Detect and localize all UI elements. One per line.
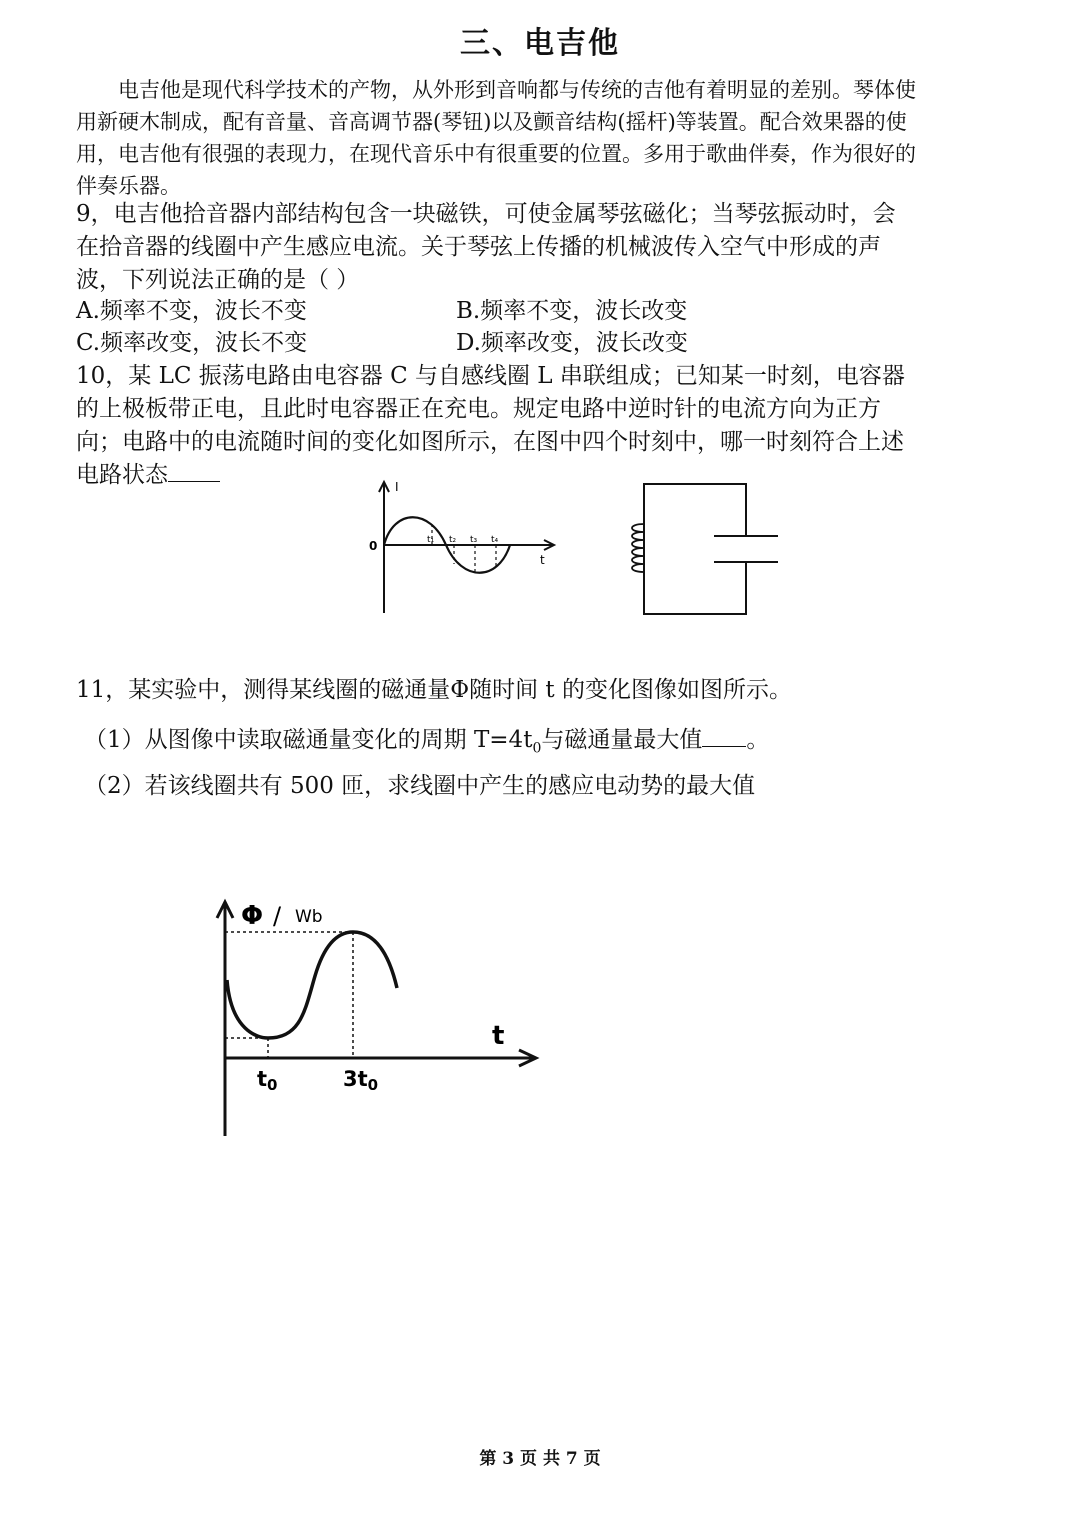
question-11-part-1 [84,724,769,766]
flux-time-graph [205,892,550,1140]
current-time-graph [360,478,570,618]
3t0-label: 3t0 [343,1067,379,1094]
flux-curve [227,932,397,1038]
option-b: B.频率不变，波长改变 [456,298,688,324]
t1-label: t₁ [427,535,435,545]
part-1-end: 。 [746,727,770,753]
question-9-text: 9，电吉他拾音器内部结构包含一块磁铁，可使金属琴弦磁化；当琴弦振动时，会在拾音器的线圈中产生感应电流。关于琴弦上传播的机械波传入空气中形成的声波，下列说法正确的是（ ） [76,201,896,293]
flux-unit: Wb [295,907,323,927]
flux-symbol: Φ [241,901,264,931]
i-axis-label: I [395,480,399,494]
flux-slash: / [273,902,282,930]
t-axis-label: t [540,553,545,567]
intro-text: 电吉他是现代科学技术的产物，从外形到音响都与传统的吉他有着明显的差别。琴体使用新硬木制成，配有音量、音高调节器(琴钮)以及颤音结构(摇杆)等装置。配合效果器的使用，电吉他有很强的表现力，在现代音乐中有很重要的位置。多用于歌曲伴奏，作为很好的伴奏乐器。 [76,78,916,198]
question-11-part-2: （2）若该线圈共有 500 匝，求线圈中产生的感应电动势的最大值 [84,773,756,799]
origin-label: 0 [369,539,378,553]
part-1-subscript: 0 [532,740,542,757]
option-a: A.频率不变，波长不变 [76,298,307,324]
t3-label: t₃ [470,535,478,545]
lc-circuit-diagram [622,478,792,623]
option-d: D.频率改变，波长改变 [456,330,688,356]
part-1-text-b: 与磁通量最大值 [541,727,703,753]
part-1-text-a: （1）从图像中读取磁通量变化的周期 T=4t [84,727,533,753]
question-11: 11，某实验中，测得某线圈的磁通量Φ随时间 t 的变化图像如图所示。 [76,677,792,703]
inductor-coil-icon [632,524,644,572]
question-10-text: 10，某 LC 振荡电路由电容器 C 与自感线圈 L 串联组成；已知某一时刻，电容器的上极板带正电，且此时电容器正在充电。规定电路中逆时针的电流方向为正方向；电路中的电流随时间的变化如图所示，在图中四个时刻中，哪一时刻符合上述电路状态 [76,363,905,488]
circuit-wire [644,484,746,614]
page-number: 第 3 页 共 7 页 [479,1449,601,1469]
question-9 [76,198,918,297]
t4-label: t₄ [491,535,499,545]
question-10 [76,360,918,492]
t-axis-label: t [492,1021,505,1051]
answer-blank [168,459,220,482]
t2-label: t₂ [449,535,457,545]
t0-label: t0 [257,1067,278,1094]
option-c: C.频率改变，波长不变 [76,330,308,356]
intro-paragraph [76,74,918,202]
section-title: 三、电吉他 [460,26,620,61]
answer-blank [702,724,746,747]
